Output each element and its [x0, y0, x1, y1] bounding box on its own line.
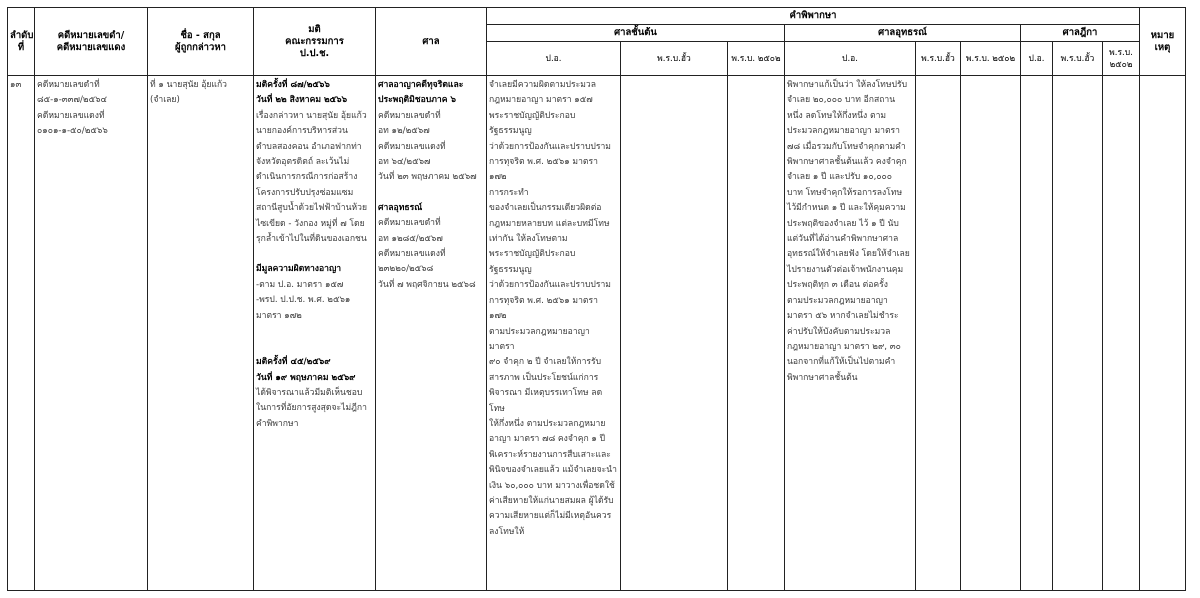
text-line: การทุจริต พ.ศ. ๒๕๖๑ มาตรา ๑๗๒	[489, 157, 598, 183]
text-line: พิจารณา มีเหตุบรรเทาโทษ ลดโทษ	[489, 388, 603, 414]
text-line: อุทธรณ์ให้จำเลยฟัง โดยให้จำเลย	[787, 249, 910, 260]
text-line: ลงโทษให้	[489, 526, 525, 537]
text-line: แต่วันที่ได้อ่านคำพิพากษาศาล	[787, 234, 899, 245]
case-table	[7, 7, 1186, 591]
header-resolution: มติ คณะกรรมการ ป.ป.ช.	[254, 8, 376, 76]
text-line: ประพฤติของจำเลย ไว้ ๑ ปี นับ	[787, 218, 899, 229]
text-line: ของจำเลยเป็นกรรมเดียวผิดต่อ	[489, 203, 602, 214]
sub-supreme-act-2502: พ.ร.บ. ๒๕๐๒	[1103, 42, 1140, 76]
court-2-title: ศาลอุทธรณ์	[378, 202, 423, 213]
cell-resolution: มติครั้งที่ ๘๗/๒๕๖๖ วันที่ ๒๒ สิงหาคม ๒๕๖๖ เรื่องกล่าวหา นายสุนัย อุ้ยแก้ว นายกองค์การบริหารส่วน ตำบลสองคอน อำเภอฟากท่า จังหวัดอุตรดิตถ์ ละเว้นไม่ ดำเนินการกรณีการก่อสร้าง โครงการปรับปรุงซ่อมแซม สถานีสูบน้ำด้วยไฟฟ้าบ้านห้วย ไซเขียด - วังกอง หมู่ที่ ๗ โดย รุกล้ำเข้าไปในที่ดินของเอกชน มีมูลความผิดทางอาญา -ตาม ป.อ. มาตรา ๑๕๗ -พรป. ป.ป.ช. พ.ศ. ๒๕๖๑ มาตรา ๑๗๒ มติครั้งที่ ๔๕/๒๕๖๙ วันที่ ๑๙ พฤษภาคม ๒๕๖๙ ได้พิจารณาแล้วมีมติเห็นชอบ ในการที่อัยการสูงสุดจะไม่ฎีกา คำพิพากษา	[254, 76, 376, 591]
text-line: ค่าเสียหายให้แก่นายสมผล ผู้ได้รับ	[489, 495, 614, 506]
text-line: สารภาพ เป็นประโยชน์แก่การ	[489, 372, 599, 383]
text-line: พินิจของจำเลยแล้ว แม้จำเลยจะนำ	[489, 465, 617, 476]
cell-supreme-court-act	[1053, 76, 1103, 591]
resolution-2-title: มติครั้งที่ ๔๕/๒๕๖๙	[256, 357, 331, 368]
sub-appeal-act-2502: พ.ร.บ. ๒๕๐๒	[961, 42, 1021, 76]
cell-appeal-court-penal	[785, 76, 916, 591]
text-line: พิเคราะห์รายงานการสืบเสาะและ	[489, 449, 611, 460]
header-appeal-court: ศาลอุทธรณ์	[785, 25, 1021, 42]
text-line: จำเลย ๑ ปี และปรับ ๑๐,๐๐๐	[787, 172, 893, 183]
case-no-lines: คดีหมายเลขดำที่ ๘๕-๑-๓๓๗/๒๕๖๔ คดีหมายเลขแดงที่ ๐๑๐๑-๑-๕๐/๒๕๖๖	[37, 80, 108, 137]
text-line: หนึ่ง ลดโทษให้กึ่งหนึ่ง ตาม	[787, 110, 887, 121]
court-1-title: ศาลอาญาคดีทุจริตและ ประพฤติมิชอบภาค ๖	[378, 80, 464, 106]
text-line: ค่าปรับให้บังคับตามประมวล	[787, 326, 891, 337]
resolution-1-date: วันที่ ๒๒ สิงหาคม ๒๕๖๖	[256, 95, 348, 106]
text-line: พระราชบัญญัติประกอบรัฐธรรมนูญ	[489, 249, 576, 275]
cell-remark	[1140, 76, 1186, 591]
text-line: พระราชบัญญัติประกอบรัฐธรรมนูญ	[489, 110, 576, 137]
text-line: กฎหมายหลายบท แต่ละบทมีโทษ	[489, 218, 610, 229]
cell-first-court-act	[621, 76, 728, 591]
text-line: จำเลยมีความผิดตามประมวล	[489, 80, 596, 90]
appeal-court-penal-text	[787, 78, 913, 386]
text-line: การทุจริต พ.ศ. ๒๕๖๑ มาตรา ๑๗๒	[489, 295, 598, 322]
sub-appeal-act: พ.ร.บ.ฮั้ว	[916, 42, 961, 76]
header-remark: หมาย เหตุ	[1140, 8, 1186, 76]
text-line: ๙๐ จำคุก ๒ ปี จำเลยให้การรับ	[489, 357, 602, 368]
text-line: จำเลย ๒๐,๐๐๐ บาท อีกสถาน	[787, 95, 896, 106]
text-line: นอกจากที่แก้ให้เป็นไปตามคำ	[787, 357, 896, 368]
sub-first-act-2502: พ.ร.บ. ๒๕๐๒	[728, 42, 785, 76]
header-name: ชื่อ - สกุล ผู้ถูกกล่าวหา	[148, 8, 254, 76]
cell-case-no	[35, 76, 148, 591]
table-row	[8, 76, 1186, 591]
text-line: ไว้มีกำหนด ๑ ปี และให้คุมความ	[787, 203, 906, 214]
first-court-penal-text	[489, 78, 618, 540]
text-line: การกระทำ	[489, 187, 529, 198]
resolution-2-date: วันที่ ๑๙ พฤษภาคม ๒๕๖๙	[256, 372, 356, 383]
header-judgment: คำพิพากษา	[487, 8, 1140, 25]
text-line: ประมวลกฎหมายอาญา มาตรา	[787, 126, 900, 137]
cell-appeal-court-act	[916, 76, 961, 591]
text-line: ๗๘ เมื่อรวมกับโทษจำคุกตามคำ	[787, 141, 906, 152]
text-line: ตามประมวลกฎหมายอาญา	[787, 295, 888, 306]
cell-appeal-court-act-2502	[961, 76, 1021, 591]
text-line: มาตรา ๕๖ หากจำเลยไม่ชำระ	[787, 311, 899, 322]
text-line: เงิน ๖๐,๐๐๐ บาท มาวางเพื่อชดใช้	[489, 480, 615, 491]
text-line: ความเสียหายแต่ก็ไม่มีเหตุอันควร	[489, 511, 612, 522]
header-row-no: ลำดับ ที่	[8, 8, 35, 76]
cell-first-court-penal	[487, 76, 621, 591]
cell-supreme-court-act-2502	[1103, 76, 1140, 591]
sub-supreme-act: พ.ร.บ.ฮั้ว	[1053, 42, 1103, 76]
sub-supreme-penal: ป.อ.	[1021, 42, 1053, 76]
header-court: ศาล	[376, 8, 487, 76]
text-line: พิพากษาศาลชั้นต้นแล้ว คงจำคุก	[787, 157, 907, 168]
case-table-container	[7, 7, 1186, 591]
sub-first-penal: ป.อ.	[487, 42, 621, 76]
sub-appeal-penal: ป.อ.	[785, 42, 916, 76]
text-line: ไปรายงานตัวต่อเจ้าพนักงานคุม	[787, 264, 904, 275]
resolution-1-text: เรื่องกล่าวหา นายสุนัย อุ้ยแก้ว นายกองค์การบริหารส่วน ตำบลสองคอน อำเภอฟากท่า จังหวัดอุตรดิตถ์ ละเว้นไม่ ดำเนินการกรณีการก่อสร้าง โครงการปรับปรุงซ่อมแซม สถานีสูบน้ำด้วยไฟฟ้าบ้านห้วย ไซเขียด - วังกอง หมู่ที่ ๗ โดย รุกล้ำเข้าไปในที่ดินของเอกชน	[256, 110, 367, 245]
text-line: กฎหมายอาญา มาตรา ๑๕๗	[489, 95, 593, 106]
cell-court: ศาลอาญาคดีทุจริตและ ประพฤติมิชอบภาค ๖ คดีหมายเลขดำที่ อท ๑๒/๒๕๖๗ คดีหมายเลขแดงที่ อท ๖๔/๒๕๖๗ วันที่ ๒๓ พฤษภาคม ๒๕๖๗ ศาลอุทธรณ์ คดีหมายเลขดำที่ อท ๑๒๘๕/๒๕๖๗ คดีหมายเลขแดงที่ ๒๓๒๒๐/๒๕๖๘ วันที่ ๗ พฤศจิกายน ๒๕๖๘	[376, 76, 487, 591]
text-line: เท่ากัน ให้ลงโทษตาม	[489, 234, 568, 245]
text-line: กฎหมายอาญา มาตรา ๒๙, ๓๐	[787, 341, 901, 352]
text-line: บาท โทษจำคุกให้รอการลงโทษ	[787, 187, 903, 198]
header-case-no: คดีหมายเลขดำ/ คดีหมายเลขแดง	[35, 8, 148, 76]
text-line: ประพฤติทุก ๓ เดือน ต่อครั้ง	[787, 280, 888, 291]
text-line: อาญา มาตรา ๗๘ คงจำคุก ๑ ปี	[489, 434, 606, 445]
text-line: ว่าด้วยการป้องกันและปราบปราม	[489, 280, 611, 291]
cell-row-no: ๑๓	[8, 76, 35, 591]
text-line: ให้กึ่งหนึ่ง ตามประมวลกฎหมาย	[489, 418, 606, 429]
cell-name: ที่ ๑ นายสุนัย อุ้ยแก้ว (จำเลย)	[148, 76, 254, 591]
text-line: พิพากษาศาลชั้นต้น	[787, 372, 858, 383]
header-supreme-court: ศาลฎีกา	[1021, 25, 1140, 42]
resolution-basis-title: มีมูลความผิดทางอาญา	[256, 264, 342, 275]
text-line: ว่าด้วยการป้องกันและปราบปราม	[489, 141, 611, 152]
cell-supreme-court-penal	[1021, 76, 1053, 591]
header-first-court: ศาลชั้นต้น	[487, 25, 785, 42]
cell-first-court-act-2502	[728, 76, 785, 591]
text-line: พิพากษาแก้เป็นว่า ให้ลงโทษปรับ	[787, 80, 908, 90]
header-row-1	[8, 8, 1186, 25]
text-line: ตามประมวลกฎหมายอาญา มาตรา	[489, 326, 590, 352]
resolution-1-title: มติครั้งที่ ๘๗/๒๕๖๖	[256, 80, 330, 90]
sub-first-act: พ.ร.บ.ฮั้ว	[621, 42, 728, 76]
